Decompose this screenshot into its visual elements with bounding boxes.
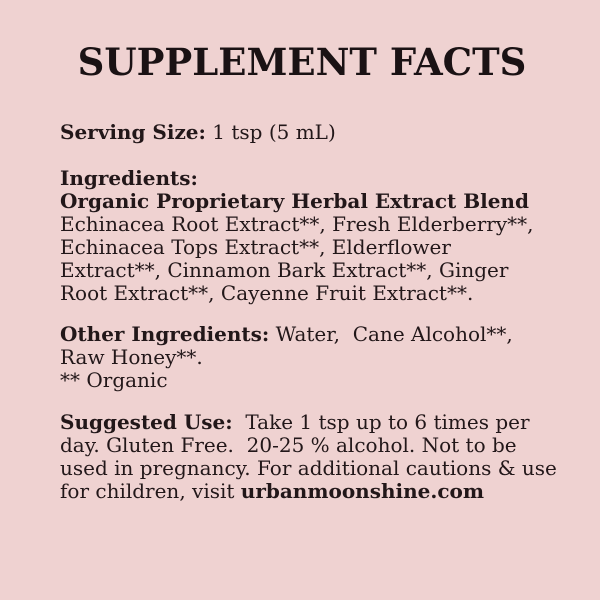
ingredients-section (60, 167, 558, 305)
serving-size-value: 1 tsp (5 mL) (205, 120, 336, 144)
blend-title: Organic Proprietary Herbal Extract Blend (60, 189, 529, 213)
other-ingredients-line (60, 323, 558, 369)
ingredients-heading (60, 167, 558, 190)
supplement-facts-title: SUPPLEMENT FACTS (77, 40, 527, 84)
other-ingredients-section (60, 323, 558, 392)
ingredients-heading-label: Ingredients: (60, 166, 198, 190)
suggested-use-text: Take 1 tsp up to 6 times per day. Gluten Free. 20-25 % alcohol. Not to be used in pregnancy. For additional cautions & use for children, visit (60, 410, 564, 503)
ingredients-blend (60, 190, 558, 213)
serving-size-label: Serving Size: (60, 120, 206, 144)
organic-footnote: ** Organic (60, 368, 168, 392)
serving-size-line (60, 121, 558, 144)
other-ingredients-value: Water, Cane Alcohol**, Raw Honey**. (60, 322, 520, 369)
suggested-use-section (60, 410, 564, 503)
suggested-use-line (60, 410, 564, 503)
website-text: urbanmoonshine.com (240, 479, 485, 503)
other-ingredients-label: Other Ingredients: (60, 322, 270, 346)
ingredients-list: Echinacea Root Extract**, Fresh Elderberry**, Echinacea Tops Extract**, Elderflower Extract**, Cinnamon Bark Extract**, Ginger Root Extract**, Cayenne Fruit Extract**. (60, 212, 540, 305)
suggested-use-label: Suggested Use: (60, 410, 233, 434)
